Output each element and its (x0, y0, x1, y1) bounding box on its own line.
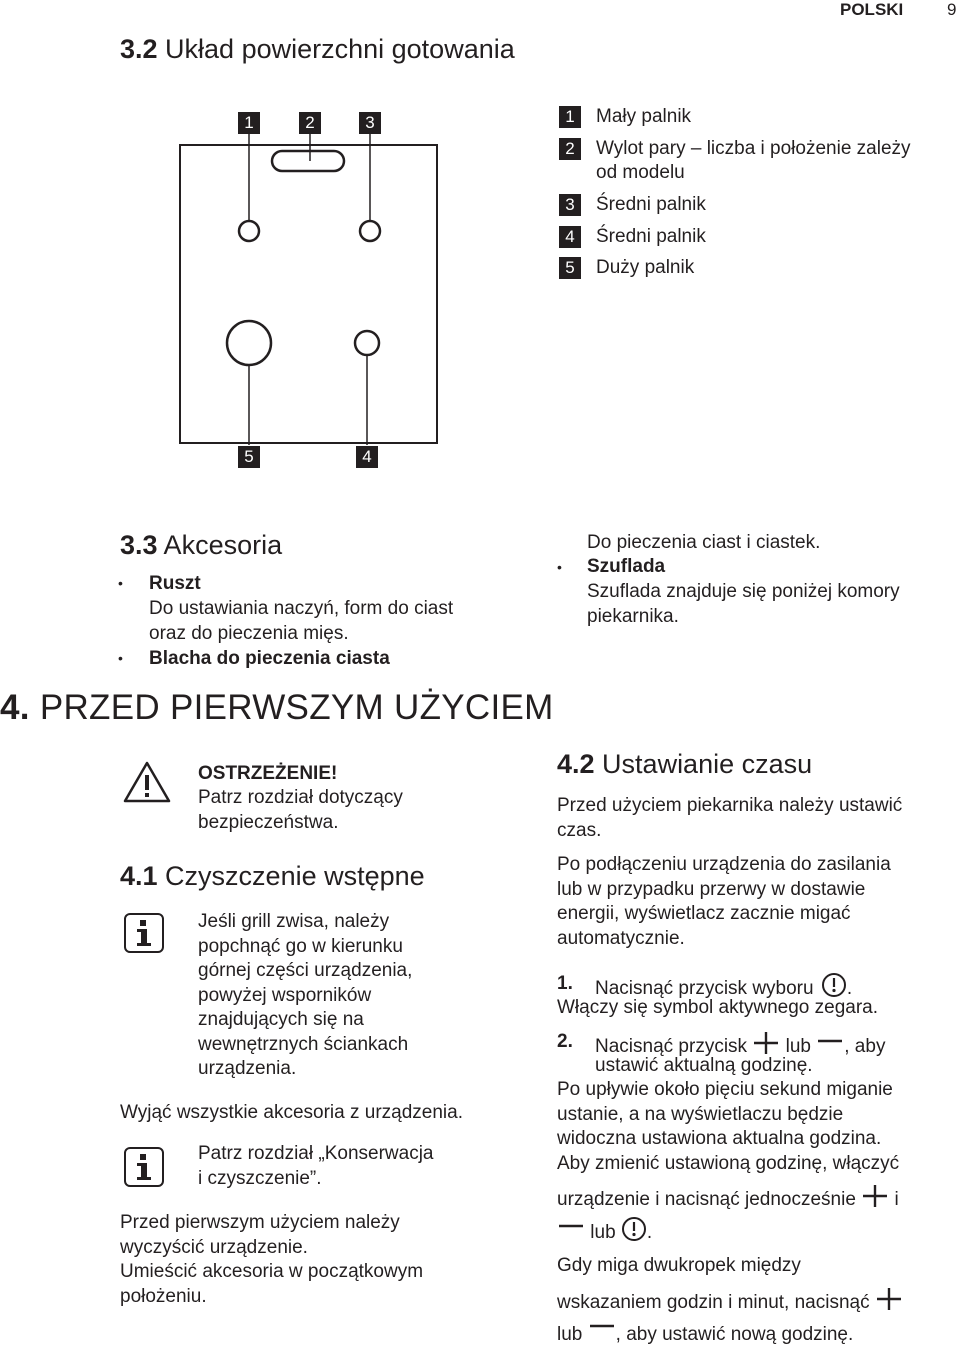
warning-text: Patrz rozdział dotyczący bezpieczeństwa. (198, 787, 403, 833)
bullet-dot: • (118, 650, 123, 666)
step-2-result: ustawić aktualną godzinę. (595, 1055, 813, 1076)
steam-outlet (272, 151, 344, 171)
legend-num: 1 (559, 106, 581, 128)
legend-text: Duży palnik (596, 257, 695, 278)
burner-large (227, 321, 271, 365)
minus-button-icon (816, 1030, 844, 1064)
clock-button-icon (621, 1216, 647, 1250)
plus-button-icon (875, 1286, 903, 1320)
legend-text: Średni palnik (596, 226, 706, 247)
legend-num: 5 (559, 257, 581, 279)
info-icon (124, 913, 164, 953)
step-2-number: 2. (557, 1031, 573, 1052)
info-icon (124, 1147, 164, 1187)
burner-medium-top (360, 221, 380, 241)
bullet-dot: • (118, 575, 123, 591)
minus-button-icon (588, 1320, 616, 1345)
page-number: 9 (947, 0, 957, 19)
diagram-label-5: 5 (238, 446, 260, 468)
diagram-label-2: 2 (299, 112, 321, 134)
plus-button-icon (861, 1183, 889, 1217)
legend-text: Średni palnik (596, 194, 706, 215)
blink-line-2: wskazaniem godzin i minut, nacisnąć (557, 1286, 903, 1320)
minus-button-icon (557, 1216, 585, 1250)
bullet-dot: • (557, 559, 562, 575)
diagram-label-4: 4 (356, 446, 378, 468)
warning-triangle-icon (122, 760, 172, 809)
heading-4-2: 4.2 Ustawianie czasu (557, 749, 813, 779)
info-text-grill: Jeśli grill zwisa, należy popchnąć go w kierunku górnej części urządzenia, powyżej wsporników znajdujących się na wewnętrznych ściankach urządzenia. (198, 911, 413, 1079)
step-1-number: 1. (557, 973, 573, 994)
legend-text: Mały palnik (596, 106, 692, 127)
language-label: POLSKI (840, 0, 904, 19)
heading-4: 4. PRZED PIERWSZYM UŻYCIEM (0, 688, 554, 727)
burner-medium-bottom (355, 331, 379, 355)
legend-text: Wylot pary – liczba i położenie zależy (596, 138, 911, 159)
accessory-desc-ruszt: Do ustawiania naczyń, form do ciast oraz do pieczenia mięs. (149, 598, 454, 644)
after-blink-text: Po upływie około pięciu sekund miganie ustanie, a na wyświetlaczu będzie widoczna ustawiona aktualna godzina. (557, 1079, 893, 1149)
info-text-maintenance: Patrz rozdział „Konserwacja i czyszczenie”. (198, 1143, 434, 1189)
warning-title: OSTRZEŻENIE! (198, 763, 338, 784)
blink-line-1: Gdy miga dwukropek między (557, 1255, 801, 1276)
first-use-text: Przed pierwszym użyciem należy wyczyścić urządzenie. Umieścić akcesoria w początkowym położeniu. (120, 1212, 424, 1307)
change-time-line-3: lub . (557, 1216, 652, 1250)
remove-accessories-text: Wyjąć wszystkie akcesoria z urządzenia. (120, 1102, 464, 1123)
hob-diagram (120, 105, 460, 475)
heading-3-2: 3.2 Układ powierzchni gotowania (120, 34, 515, 64)
power-on-text: Po podłączeniu urządzenia do zasilania lub w przypadku przerwy w dostawie energii, wyświetlacz zacznie migać automatycznie. (557, 854, 891, 949)
step-1-result: Włączy się symbol aktywnego zegara. (557, 997, 879, 1018)
blink-line-3: lub , aby ustawić nową godzinę. (557, 1320, 853, 1345)
diagram-label-1: 1 (238, 112, 260, 134)
accessory-desc-szuflada: Szuflada znajduje się poniżej komory piekarnika. (587, 581, 900, 627)
change-time-line-2: urządzenie i nacisnąć jednocześnie i (557, 1183, 899, 1217)
accessory-desc-blacha: Do pieczenia ciast i ciastek. (587, 532, 821, 553)
step-2-text: Nacisnąć przycisk lub , aby (595, 1030, 885, 1064)
legend-num: 2 (559, 138, 581, 160)
burner-small (239, 221, 259, 241)
diagram-label-3: 3 (359, 112, 381, 134)
hob-diagram-svg (120, 105, 460, 475)
change-time-line-1: Aby zmienić ustawioną godzinę, włączyć (557, 1153, 900, 1174)
accessory-title-ruszt: Ruszt (149, 573, 201, 594)
legend-text: od modelu (596, 162, 685, 183)
heading-4-1: 4.1 Czyszczenie wstępne (120, 861, 425, 891)
accessory-title-blacha: Blacha do pieczenia ciasta (149, 648, 390, 669)
heading-3-3: 3.3 Akcesoria (120, 530, 283, 560)
step-1-text: Nacisnąć przycisk wyboru . (595, 972, 852, 1006)
hob-outline (180, 145, 437, 443)
legend-num: 4 (559, 226, 581, 248)
accessory-title-szuflada: Szuflada (587, 556, 666, 577)
time-intro-text: Przed użyciem piekarnika należy ustawić czas. (557, 795, 903, 841)
legend-num: 3 (559, 194, 581, 216)
